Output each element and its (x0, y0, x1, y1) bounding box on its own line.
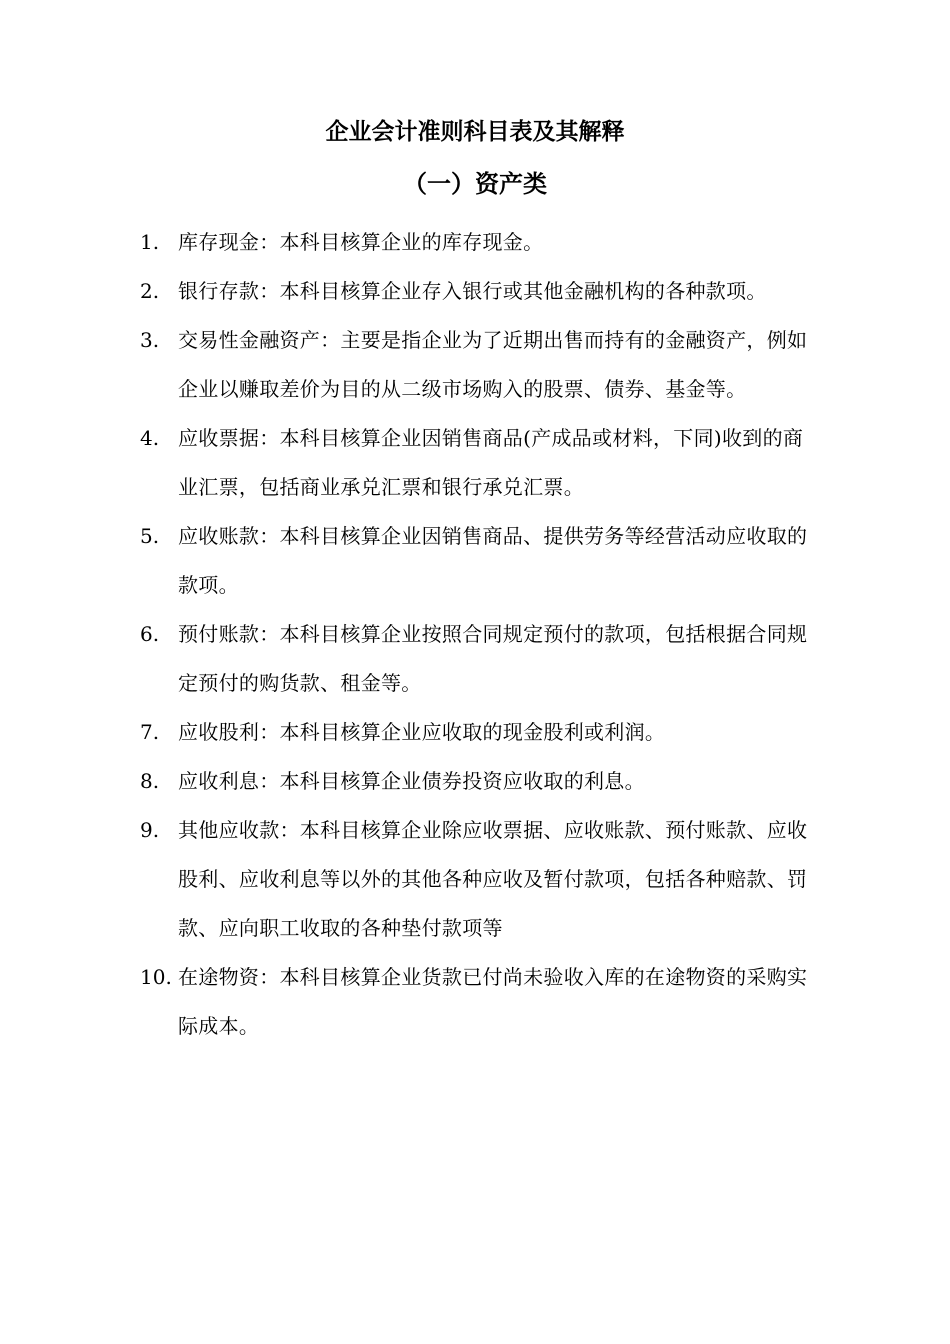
account-entry (140, 610, 820, 708)
entry-text: 在途物资：本科目核算企业货款已付尚未验收入库的在途物资的采购实际成本。 (178, 965, 808, 1038)
entry-number: 6. (140, 622, 160, 646)
account-entry (140, 414, 820, 512)
account-entry (140, 953, 820, 1051)
account-entry (140, 708, 820, 757)
entry-text: 交易性金融资产：主要是指企业为了近期出售而持有的金融资产，例如企业以赚取差价为目的从二级市场购入的股票、债券、基金等。 (178, 328, 808, 401)
account-entry (140, 218, 820, 267)
account-entry (140, 267, 820, 316)
entry-number: 3. (140, 328, 160, 352)
entry-text: 应收利息：本科目核算企业债券投资应收取的利息。 (178, 769, 645, 793)
entry-text: 预付账款：本科目核算企业按照合同规定预付的款项，包括根据合同规定预付的购货款、租金等。 (178, 622, 808, 695)
entry-number: 7. (140, 720, 160, 744)
document-title: 企业会计准则科目表及其解释 (325, 119, 625, 145)
entry-text: 库存现金：本科目核算企业的库存现金。 (178, 230, 544, 254)
account-entry (140, 512, 820, 610)
entry-number: 2. (140, 279, 160, 303)
entry-text: 应收票据：本科目核算企业因销售商品(产成品或材料，下同)收到的商业汇票，包括商业承兑汇票和银行承兑汇票。 (178, 426, 804, 499)
entry-text: 应收账款：本科目核算企业因销售商品、提供劳务等经营活动应收取的款项。 (178, 524, 808, 597)
entry-number: 5. (140, 524, 160, 548)
entry-number: 1. (140, 230, 160, 254)
entry-text: 银行存款：本科目核算企业存入银行或其他金融机构的各种款项。 (178, 279, 767, 303)
account-entry-list (140, 218, 820, 1051)
account-entry (140, 757, 820, 806)
entry-number: 9. (140, 818, 160, 842)
entry-number: 10. (140, 965, 172, 989)
entry-text: 其他应收款：本科目核算企业除应收票据、应收账款、预付账款、应收股利、应收利息等以外的其他各种应收及暂付款项，包括各种赔款、罚款、应向职工收取的各种垫付款项等 (178, 818, 808, 940)
entry-text: 应收股利：本科目核算企业应收取的现金股利或利润。 (178, 720, 666, 744)
entry-number: 8. (140, 769, 160, 793)
account-entry (140, 806, 820, 953)
section-title: （一）资产类 (403, 170, 547, 198)
account-entry (140, 316, 820, 414)
entry-number: 4. (140, 426, 160, 450)
